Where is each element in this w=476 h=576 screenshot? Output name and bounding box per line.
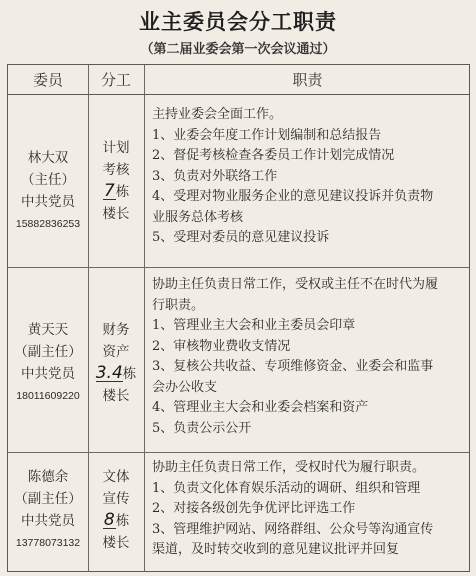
building-suffix: 栋	[115, 513, 130, 529]
duty-line: 4、受理对物业服务企业的意见建议投诉并负责物	[152, 189, 434, 204]
role-line: 考核	[102, 162, 130, 178]
building-head: 楼长	[102, 388, 130, 404]
duty-line: 业服务总体考核	[152, 209, 244, 225]
duty-line: 协助主任负责日常工作，受权或主任不在时代为履	[152, 277, 439, 292]
role-line: 宣传	[102, 491, 130, 507]
member-phone: 18011609220	[16, 390, 80, 402]
table-header	[8, 65, 469, 95]
role-cell	[88, 466, 144, 554]
header-role: 分工	[100, 71, 131, 89]
member-name: 陈德余	[27, 469, 69, 485]
table-row	[8, 267, 469, 452]
member-phone: 15882836253	[15, 218, 81, 230]
member-position: （副主任）	[14, 491, 82, 507]
duty-line: 3、负责对外联络工作	[152, 168, 278, 184]
member-party: 中共党员	[21, 194, 75, 210]
building-head: 楼长	[102, 535, 130, 551]
member-party: 中共党员	[21, 366, 75, 382]
duties-table	[7, 64, 470, 572]
duties-cell	[152, 458, 465, 561]
building-number-handwritten: 8	[103, 510, 115, 530]
duty-line: 2、对接各级创先争优评比评选工作	[152, 501, 356, 516]
building-assignment	[88, 510, 144, 532]
duty-line: 2、督促考核检查各委员工作计划完成情况	[152, 148, 395, 163]
role-line: 计划	[102, 140, 130, 156]
duty-line: 行职责。	[152, 297, 205, 313]
member-position: （副主任）	[14, 344, 82, 360]
duty-line: 协助主任负责日常工作，受权时代为履行职责。	[152, 460, 426, 475]
building-assignment	[88, 181, 144, 203]
role-line: 文体	[102, 469, 130, 485]
document-subtitle: （第二届业委会第一次会议通过）	[140, 42, 336, 57]
duties-cell	[152, 275, 465, 439]
role-cell	[88, 137, 144, 225]
duties-cell	[152, 105, 465, 249]
duty-line: 1、业委会年度工作计划编制和总结报告	[152, 127, 382, 143]
member-cell	[8, 319, 88, 407]
duty-line: 会办公收支	[152, 379, 218, 395]
role-line: 资产	[102, 344, 130, 360]
duty-line: 5、受理对委员的意见建议投诉	[152, 230, 330, 245]
document-title: 业主委员会分工职责	[139, 9, 337, 34]
table-row	[8, 95, 469, 267]
duty-line: 1、负责文化体育娱乐活动的调研、组织和管理	[152, 480, 421, 496]
building-suffix: 栋	[115, 184, 130, 200]
role-line: 财务	[102, 322, 130, 338]
member-position: （主任）	[21, 172, 75, 188]
member-name: 黄天天	[27, 322, 69, 338]
duty-line: 3、管理维护网站、网络群组、公众号等沟通宣传	[152, 521, 434, 537]
duty-line: 5、负责公示公开	[152, 420, 252, 436]
building-assignment	[88, 363, 144, 385]
duty-line: 渠道，及时转交收到的意见建议批评并回复	[152, 542, 400, 557]
duty-line: 3、复核公共收益、专项维修资金、业委会和监事	[152, 359, 434, 374]
building-number-handwritten: 3.4	[95, 363, 123, 383]
member-phone: 13778073132	[15, 537, 81, 549]
building-head: 楼长	[102, 206, 130, 222]
member-party: 中共党员	[21, 513, 75, 529]
header-duties: 职责	[292, 71, 323, 89]
duty-line: 2、审核物业费收支情况	[152, 338, 291, 354]
building-suffix: 栋	[122, 366, 137, 382]
member-cell	[8, 147, 88, 235]
table-row	[8, 452, 469, 571]
role-cell	[88, 319, 144, 407]
member-name: 林大双	[27, 150, 69, 166]
duty-line: 主持业委会全面工作。	[152, 107, 283, 122]
duty-line: 4、管理业主大会和业委会档案和资产	[152, 400, 369, 415]
member-cell	[8, 466, 88, 554]
header-member: 委员	[32, 71, 63, 89]
building-number-handwritten: 7	[103, 181, 115, 201]
duty-line: 1、管理业主大会和业主委员会印章	[152, 318, 356, 333]
